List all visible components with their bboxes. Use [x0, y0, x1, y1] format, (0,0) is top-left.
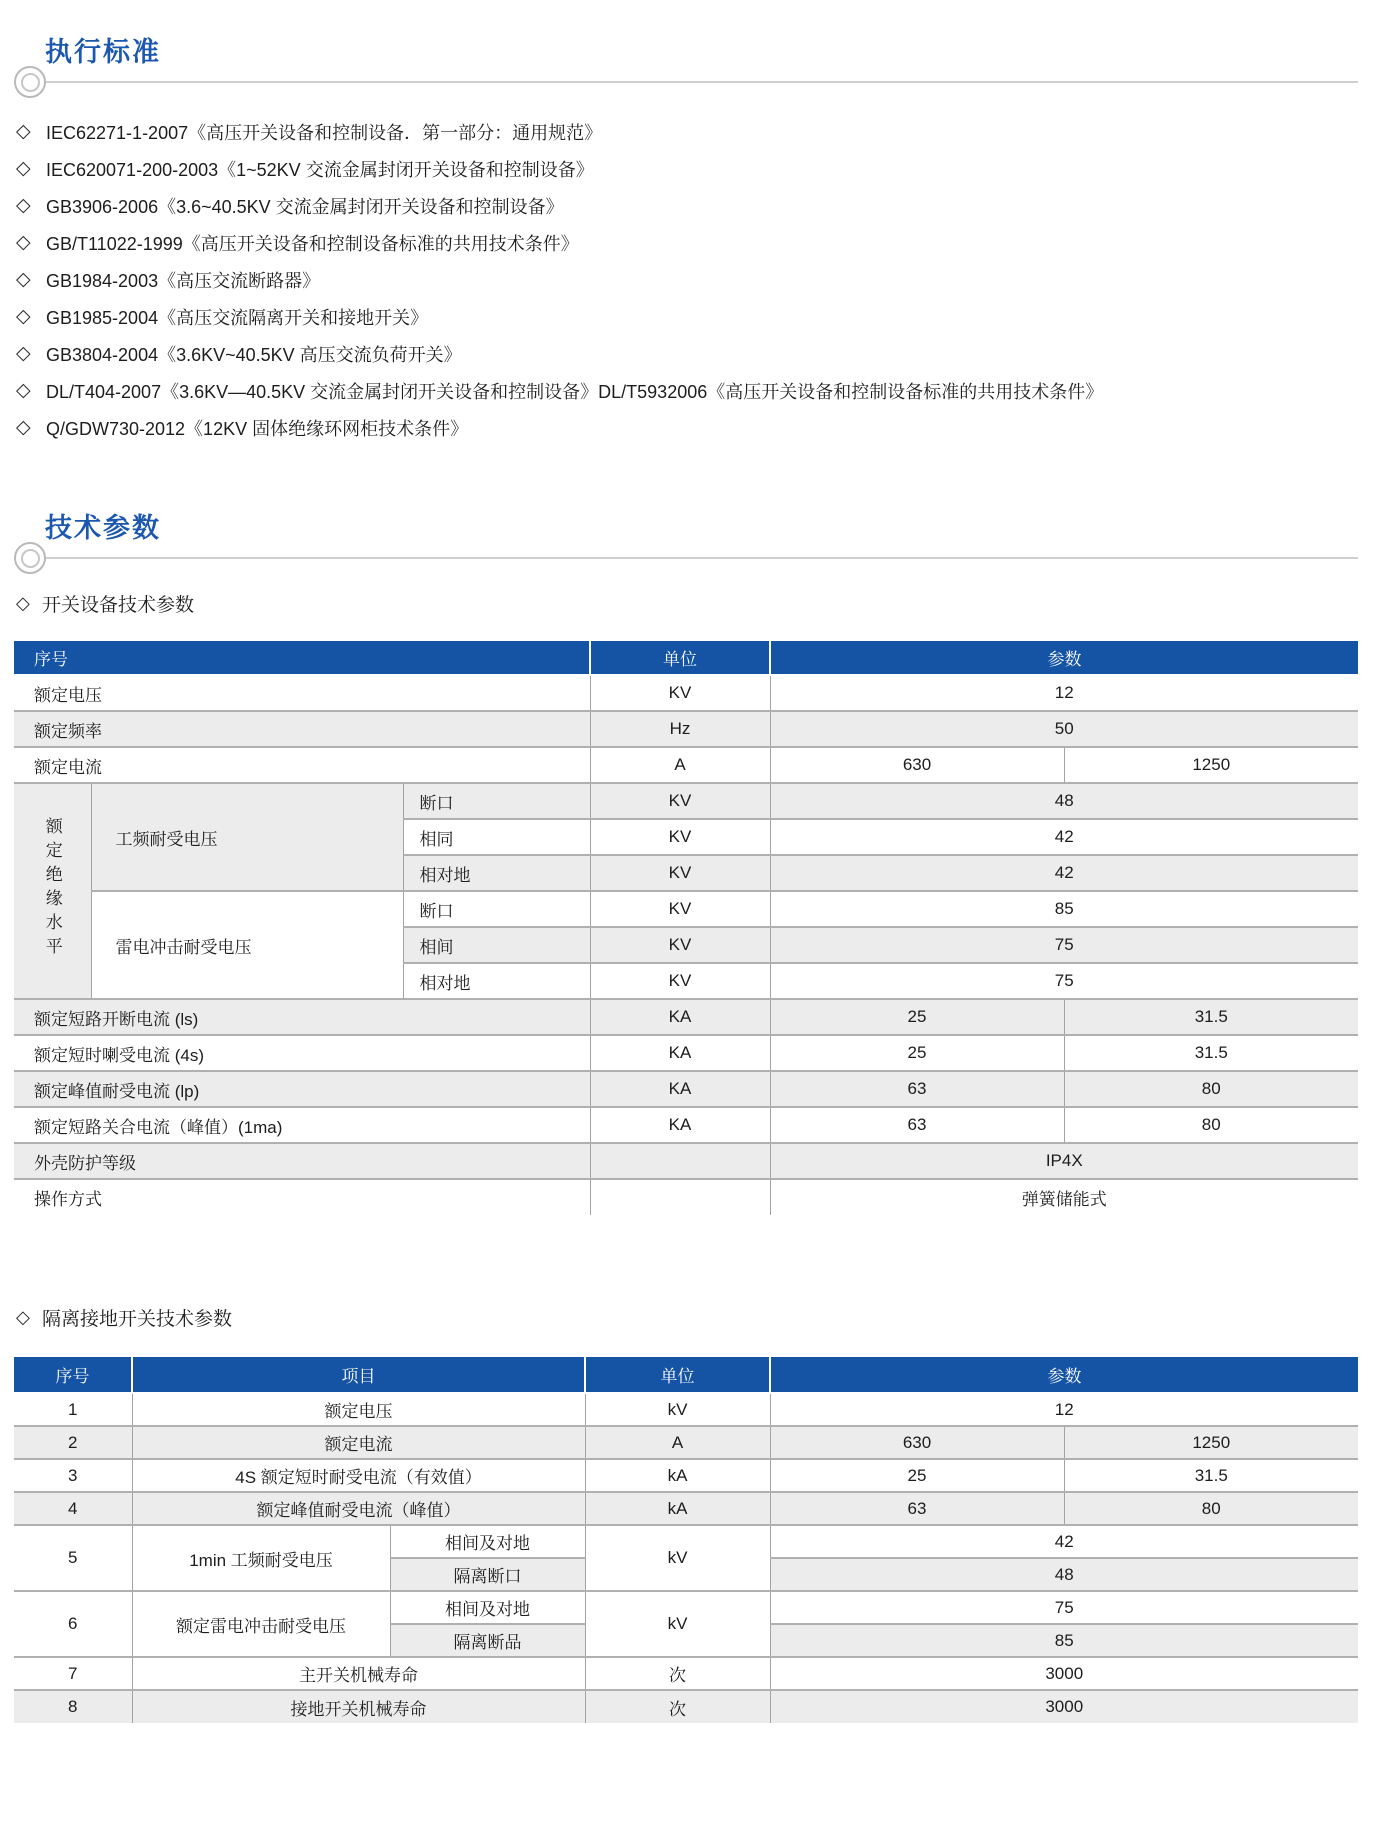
standard-item [16, 150, 1358, 187]
insulation-level-label: 额定绝缘水平 [42, 816, 62, 961]
unit-cell: kA [585, 1492, 770, 1525]
diamond-bullet-icon: ◇ [16, 343, 31, 364]
param-name-cell: 额定电压 [132, 1393, 585, 1426]
standard-text: GB3804-2004《3.6KV~40.5KV 高压交流负荷开关》 [46, 344, 462, 365]
table-row [14, 1591, 1358, 1624]
param-name-cell: 4S 额定短时耐受电流（有效值） [132, 1459, 585, 1492]
value-cell: 弹簧储能式 [770, 1179, 1358, 1215]
value-cell: 50 [770, 711, 1358, 747]
value-cell: 75 [770, 1591, 1358, 1624]
unit-cell: KV [590, 855, 770, 891]
unit-cell: A [585, 1426, 770, 1459]
param-name-cell: 额定峰值耐受电流（峰值） [132, 1492, 585, 1525]
unit-cell [590, 1179, 770, 1215]
value-cell: 42 [770, 819, 1358, 855]
section-divider-line [45, 557, 1358, 559]
col-header-param: 参数 [770, 1357, 1358, 1393]
unit-cell: Hz [590, 711, 770, 747]
table-row [14, 891, 1358, 927]
unit-cell: KV [590, 675, 770, 711]
value-cell: 75 [770, 927, 1358, 963]
standard-text: GB1984-2003《高压交流断路器》 [46, 270, 321, 291]
param-name-cell: 接地开关机械寿命 [132, 1690, 585, 1723]
table-row [14, 1393, 1358, 1426]
standards-section [14, 30, 1358, 446]
table-row [14, 999, 1358, 1035]
standard-item [16, 298, 1358, 335]
unit-cell: KA [590, 999, 770, 1035]
table-row [14, 1426, 1358, 1459]
unit-cell: KV [590, 927, 770, 963]
value-cell: 31.5 [1064, 999, 1358, 1035]
sub-item-cell: 相对地 [403, 855, 590, 891]
value-cell: 31.5 [1064, 1459, 1358, 1492]
sub-item-cell: 相间及对地 [390, 1591, 585, 1624]
sub-item-cell: 相间 [403, 927, 590, 963]
seq-cell: 3 [14, 1459, 132, 1492]
unit-cell [590, 1143, 770, 1179]
ring-ornament-icon [14, 66, 46, 98]
standard-item [16, 335, 1358, 372]
table-row [14, 1071, 1358, 1107]
value-cell: 1250 [1064, 747, 1358, 783]
sub-item-cell: 隔离断品 [390, 1624, 585, 1657]
col-header-unit: 单位 [585, 1357, 770, 1393]
section-divider-line [45, 81, 1358, 83]
unit-cell: kV [585, 1393, 770, 1426]
param-name-cell: 操作方式 [14, 1179, 590, 1215]
group-label-cell: 工频耐受电压 [91, 783, 403, 891]
table-row [14, 1143, 1358, 1179]
unit-cell: KA [590, 1107, 770, 1143]
value-cell: 42 [770, 1525, 1358, 1558]
value-cell: 25 [770, 999, 1064, 1035]
value-cell: 3000 [770, 1690, 1358, 1723]
diamond-bullet-icon: ◇ [16, 306, 31, 327]
table-row [14, 783, 1358, 819]
section-header-standards [14, 30, 1358, 83]
table-caption-switchgear [16, 591, 1358, 615]
table-row [14, 1179, 1358, 1215]
value-cell: 80 [1064, 1107, 1358, 1143]
col-header-seq: 序号 [14, 1357, 132, 1393]
switchgear-params-table [14, 641, 1358, 1215]
table-caption-disconnector [16, 1305, 1358, 1329]
ring-ornament-icon [14, 542, 46, 574]
value-cell: 80 [1064, 1071, 1358, 1107]
diamond-bullet-icon: ◇ [16, 380, 31, 401]
caption-text: 隔离接地开关技术参数 [42, 1308, 233, 1330]
seq-cell: 6 [14, 1591, 132, 1657]
value-cell: 85 [770, 1624, 1358, 1657]
unit-cell: kV [585, 1525, 770, 1591]
diamond-bullet-icon: ◇ [16, 121, 31, 142]
value-cell: 12 [770, 1393, 1358, 1426]
standard-text: Q/GDW730-2012《12KV 固体绝缘环网柜技术条件》 [46, 418, 469, 439]
value-cell: 25 [770, 1459, 1064, 1492]
table-row [14, 1492, 1358, 1525]
standard-text: DL/T404-2007《3.6KV—40.5KV 交流金属封闭开关设备和控制设备》DL/T5932006《高压开关设备和控制设备标准的共用技术条件》 [46, 381, 1104, 402]
seq-cell: 7 [14, 1657, 132, 1690]
table-row [14, 1525, 1358, 1558]
sub-item-cell: 断口 [403, 783, 590, 819]
param-name-cell: 额定峰值耐受电流 (lp) [14, 1071, 590, 1107]
unit-cell: KV [590, 819, 770, 855]
value-cell: 12 [770, 675, 1358, 711]
seq-cell: 8 [14, 1690, 132, 1723]
standard-text: GB1985-2004《高压交流隔离开关和接地开关》 [46, 307, 429, 328]
value-cell: 85 [770, 891, 1358, 927]
table-row [14, 711, 1358, 747]
col-header-param: 参数 [770, 641, 1358, 675]
standard-text: GB3906-2006《3.6~40.5KV 交流金属封闭开关设备和控制设备》 [46, 196, 564, 217]
caption-text: 开关设备技术参数 [42, 594, 195, 616]
value-cell: 75 [770, 963, 1358, 999]
unit-cell: A [590, 747, 770, 783]
value-cell: 3000 [770, 1657, 1358, 1690]
unit-cell: KV [590, 963, 770, 999]
param-name-cell: 额定短时喇受电流 (4s) [14, 1035, 590, 1071]
value-cell: 48 [770, 783, 1358, 819]
col-header-item: 项目 [132, 1357, 585, 1393]
value-cell: 63 [770, 1107, 1064, 1143]
diamond-bullet-icon: ◇ [16, 232, 31, 253]
table-row [14, 747, 1358, 783]
sub-item-cell: 相同 [403, 819, 590, 855]
seq-cell: 2 [14, 1426, 132, 1459]
diamond-bullet-icon: ◇ [16, 1306, 30, 1327]
seq-cell: 4 [14, 1492, 132, 1525]
diamond-bullet-icon: ◇ [16, 417, 31, 438]
parameters-section [14, 506, 1358, 1723]
standard-item [16, 261, 1358, 298]
section-header-parameters [14, 506, 1358, 559]
table-header-row [14, 641, 1358, 675]
table-row [14, 1657, 1358, 1690]
value-cell: 31.5 [1064, 1035, 1358, 1071]
diamond-bullet-icon: ◇ [16, 158, 31, 179]
group-label-cell: 1min 工频耐受电压 [132, 1525, 390, 1591]
standard-text: GB/T11022-1999《高压开关设备和控制设备标准的共用技术条件》 [46, 233, 579, 254]
unit-cell: kA [585, 1459, 770, 1492]
param-name-cell: 额定电压 [14, 675, 590, 711]
diamond-bullet-icon: ◇ [16, 195, 31, 216]
value-cell: 42 [770, 855, 1358, 891]
sub-item-cell: 相间及对地 [390, 1525, 585, 1558]
insulation-level-cell [14, 783, 91, 999]
value-cell: 80 [1064, 1492, 1358, 1525]
param-name-cell: 额定电流 [14, 747, 590, 783]
diamond-bullet-icon: ◇ [16, 592, 30, 613]
section-title: 技术参数 [45, 513, 161, 543]
value-cell: 48 [770, 1558, 1358, 1591]
standard-item [16, 113, 1358, 150]
unit-cell: kV [585, 1591, 770, 1657]
standards-list [16, 113, 1358, 446]
unit-cell: 次 [585, 1690, 770, 1723]
table-row [14, 1690, 1358, 1723]
param-name-cell: 额定短路关合电流（峰值）(1ma) [14, 1107, 590, 1143]
table-row [14, 1459, 1358, 1492]
unit-cell: KV [590, 783, 770, 819]
disconnector-params-table [14, 1357, 1358, 1723]
group-label-cell: 额定雷电冲击耐受电压 [132, 1591, 390, 1657]
value-cell: 630 [770, 1426, 1064, 1459]
value-cell: 63 [770, 1071, 1064, 1107]
table-row [14, 675, 1358, 711]
standard-item [16, 187, 1358, 224]
standard-item [16, 372, 1358, 409]
param-name-cell: 额定电流 [132, 1426, 585, 1459]
seq-cell: 1 [14, 1393, 132, 1426]
sub-item-cell: 隔离断口 [390, 1558, 585, 1591]
diamond-bullet-icon: ◇ [16, 269, 31, 290]
col-header-unit: 单位 [590, 641, 770, 675]
value-cell: 1250 [1064, 1426, 1358, 1459]
unit-cell: KA [590, 1071, 770, 1107]
standard-text: IEC62271-1-2007《高压开关设备和控制设备．第一部分：通用规范》 [46, 122, 603, 143]
value-cell: 630 [770, 747, 1064, 783]
value-cell: 63 [770, 1492, 1064, 1525]
sub-item-cell: 相对地 [403, 963, 590, 999]
table-row [14, 1035, 1358, 1071]
param-name-cell: 主开关机械寿命 [132, 1657, 585, 1690]
group-label-cell: 雷电冲击耐受电压 [91, 891, 403, 999]
unit-cell: 次 [585, 1657, 770, 1690]
standard-text: IEC620071-200-2003《1~52KV 交流金属封闭开关设备和控制设备》 [46, 159, 594, 180]
param-name-cell: 额定频率 [14, 711, 590, 747]
section-title: 执行标准 [45, 37, 161, 67]
param-name-cell: 额定短路开断电流 (ls) [14, 999, 590, 1035]
sub-item-cell: 断口 [403, 891, 590, 927]
table-row [14, 1107, 1358, 1143]
unit-cell: KA [590, 1035, 770, 1071]
col-header-seq: 序号 [14, 641, 590, 675]
standard-item [16, 409, 1358, 446]
unit-cell: KV [590, 891, 770, 927]
value-cell: IP4X [770, 1143, 1358, 1179]
seq-cell: 5 [14, 1525, 132, 1591]
value-cell: 25 [770, 1035, 1064, 1071]
param-name-cell: 外壳防护等级 [14, 1143, 590, 1179]
standard-item [16, 224, 1358, 261]
table-header-row [14, 1357, 1358, 1393]
